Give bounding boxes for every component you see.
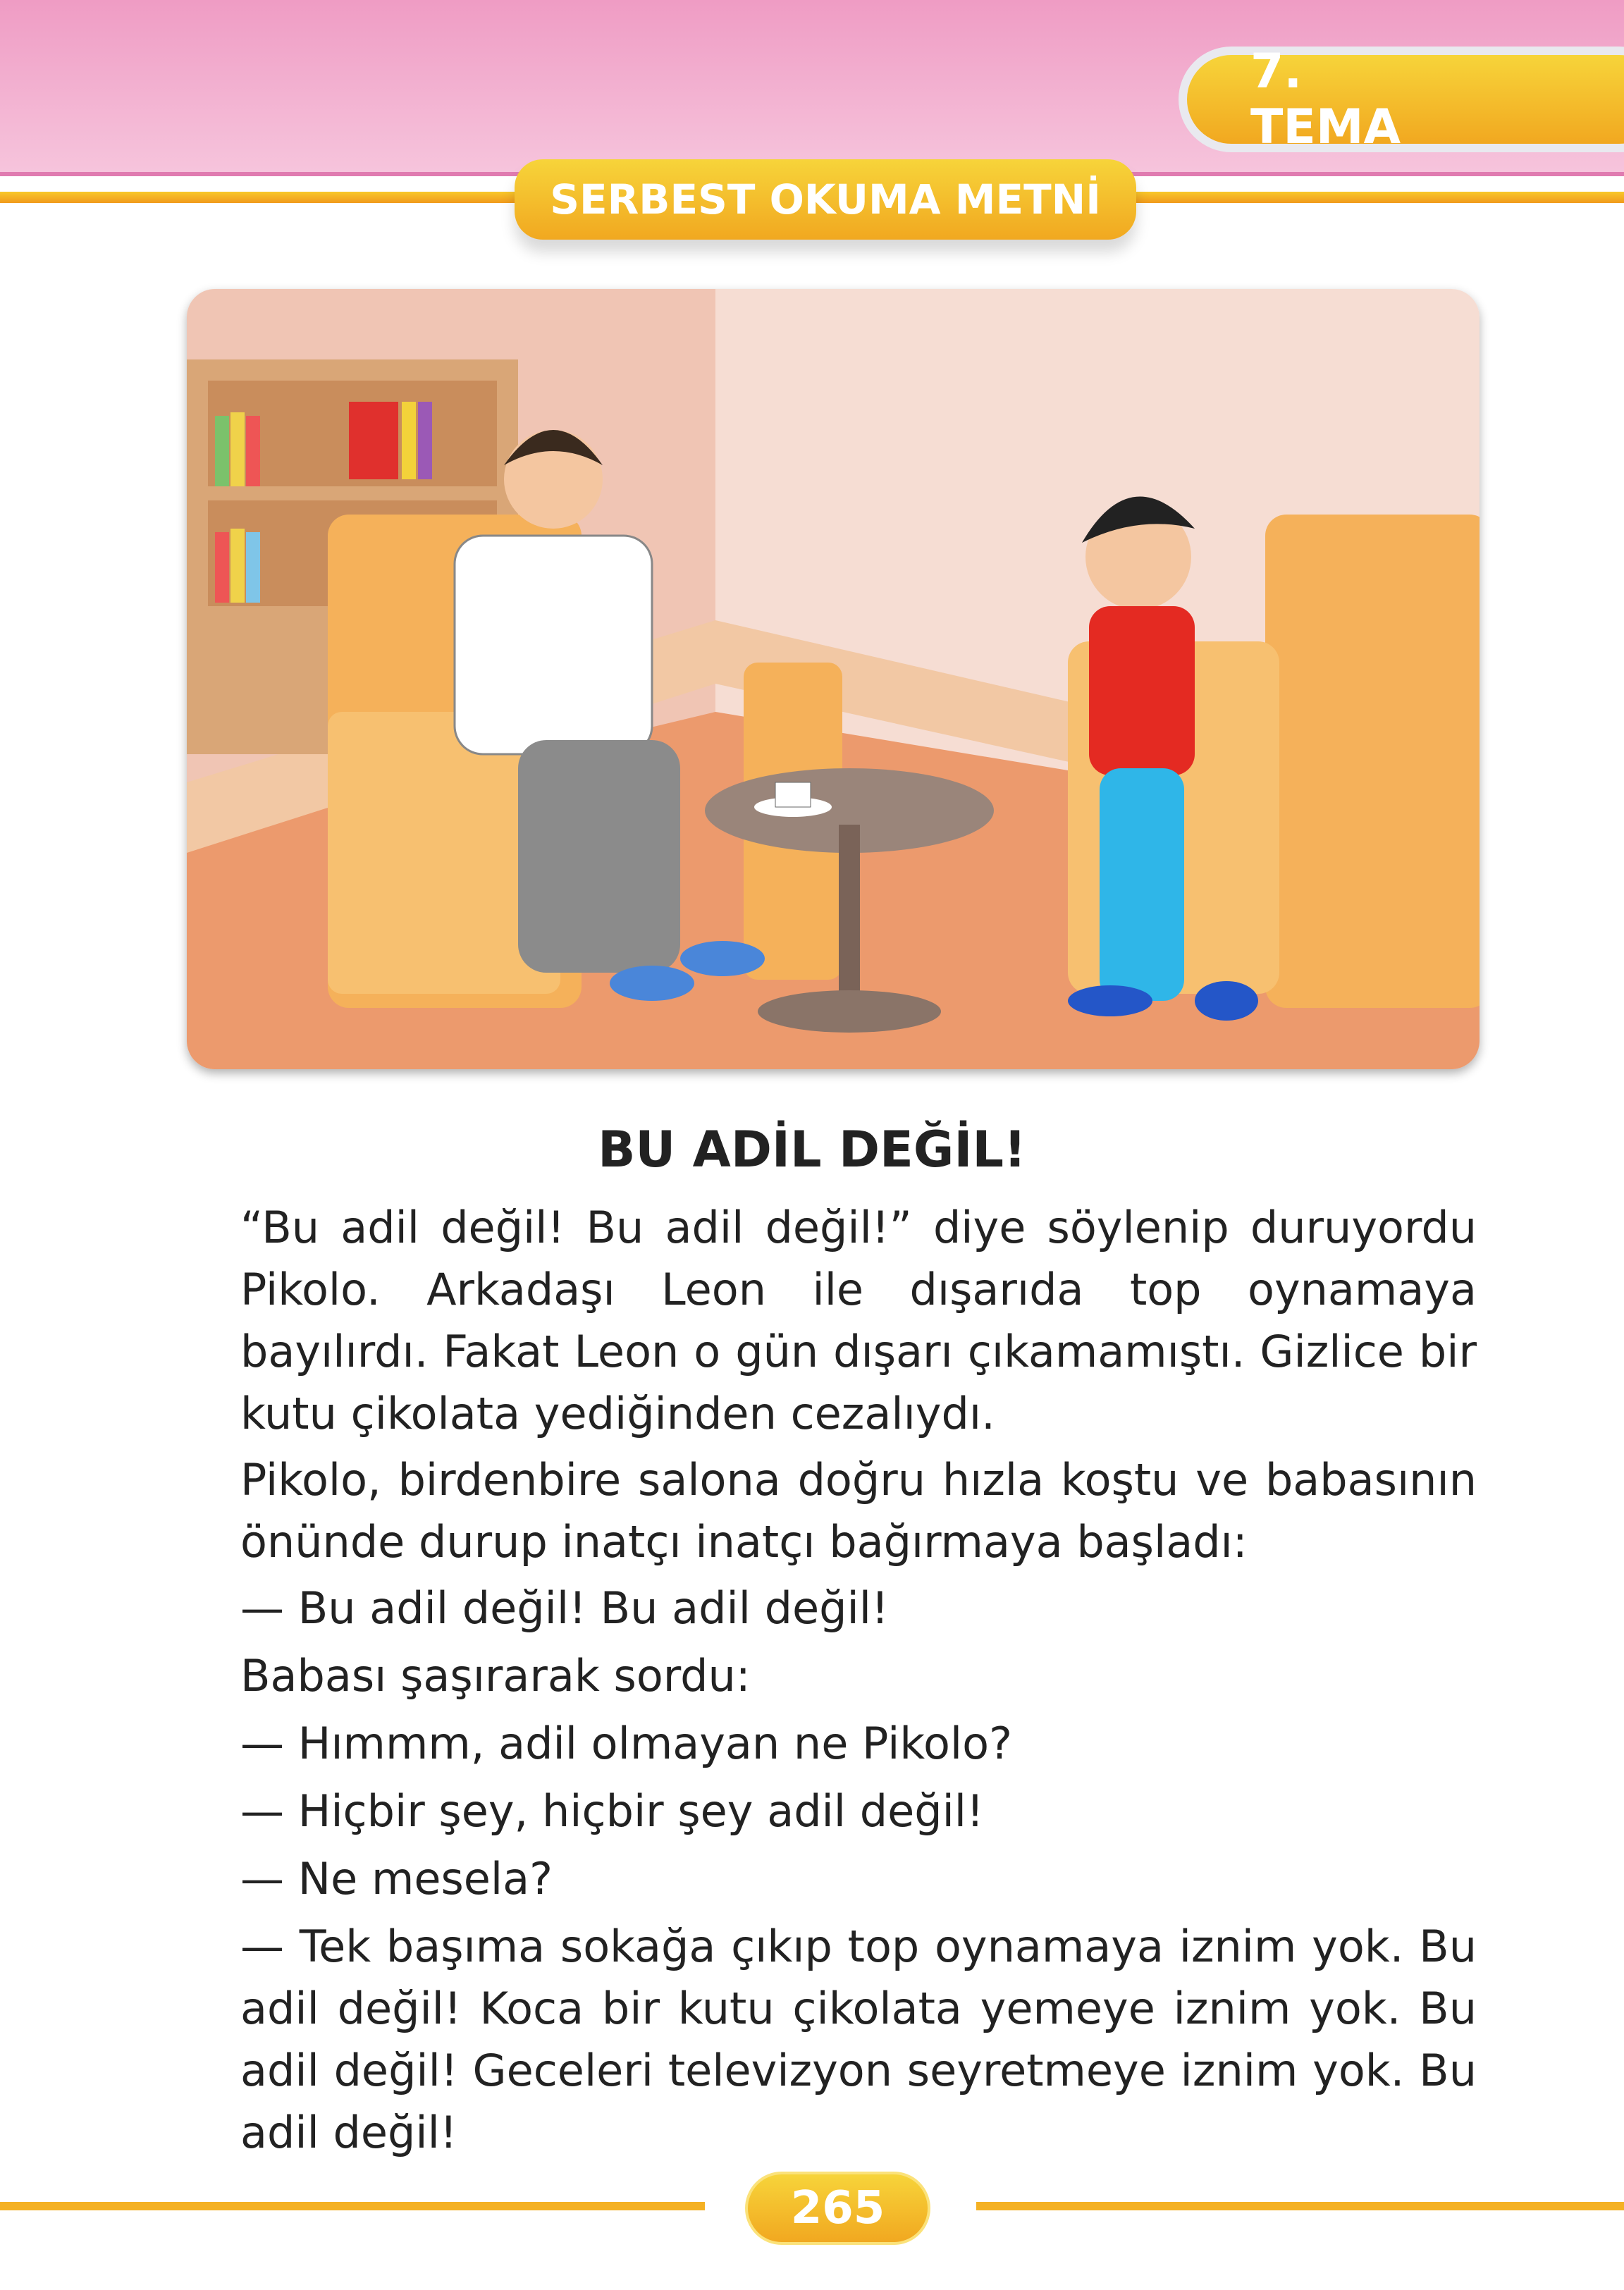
dialogue-line: — Ne mesela? xyxy=(240,1853,553,1904)
footer-divider-right xyxy=(976,2202,1624,2210)
dialogue-line: — Hiçbir şey, hiçbir şey adil değil! xyxy=(240,1785,984,1837)
theme-badge: 7. TEMA xyxy=(1179,47,1624,152)
story-illustration xyxy=(187,289,1480,1069)
section-badge: SERBEST OKUMA METNİ xyxy=(515,159,1136,240)
footer-divider-left xyxy=(0,2202,705,2210)
paragraph: Pikolo, birdenbire salona doğru hızla koştu ve babasının önünde durup inatçı inatçı bağırmaya başladı: xyxy=(240,1454,1477,1568)
dialogue-line: Babası şaşırarak sordu: xyxy=(240,1650,751,1701)
dialogue-line: — Hımmm, adil olmayan ne Pikolo? xyxy=(240,1718,1012,1769)
dialogue-line: — Tek başıma sokağa çıkıp top oynamaya iznim yok. Bu adil değil! Koca bir kutu çikolata yemeye iznim yok. Bu adil değil! Geceleri televizyon seyretmeye iznim yok. Bu adil değil! xyxy=(240,1921,1477,2158)
story-title: BU ADİL DEĞİL! xyxy=(598,1121,1026,1178)
page-number: 265 xyxy=(745,2172,930,2245)
dialogue-line: — Bu adil değil! Bu adil değil! xyxy=(240,1582,889,1634)
paragraph: “Bu adil değil! Bu adil değil!” diye söylenip duruyordu Pikolo. Arkadaşı Leon ile dışarıda top oynamaya bayılırdı. Fakat Leon o gün dışarı çıkamamıştı. Gizlice bir kutu çikolata yediğinden cezalıydı. xyxy=(240,1202,1477,1439)
story-text xyxy=(190,1197,1477,2164)
